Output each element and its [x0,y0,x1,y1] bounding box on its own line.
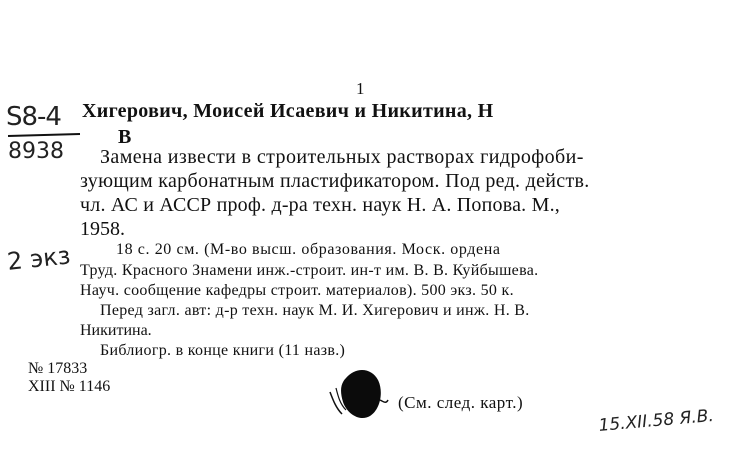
description-line: Библиогр. в конце книги (11 назв.) [100,342,346,359]
description-line: Науч. сообщение кафедры строит. материалов). 500 экз. 50 к. [80,282,514,299]
author-line: Хигерович, Моисей Исаевич и Никитина, Н [82,100,494,122]
author-line-continued: В [118,126,132,148]
description-line: Труд. Красного Знамени инж.-строит. ин-т им. В. В. Куйбышева. [80,262,539,279]
handwritten-date: 15.XII.58 Я.В. [597,405,715,436]
call-number-bottom: 8938 [8,139,64,164]
description-line: 18 с. 20 см. (М-во высш. образования. Моск. ордена [116,241,501,258]
registry-number: № 17833 [28,360,88,377]
series-number: XIII № 1146 [28,378,111,395]
page-number: 1 [356,79,365,98]
title-line: зующим карбонатным пластификатором. Под ред. действ. [80,170,590,192]
title-line: 1958. [80,218,125,240]
description-line: Перед загл. авт: д-р техн. наук М. И. Хигерович и инж. Н. В. [100,302,530,319]
handwritten-copies-note: 2 экз [5,241,72,276]
continuation-note: (См. след. карт.) [398,393,524,412]
title-line: Замена извести в строительных растворах гидрофоби- [100,146,584,168]
title-line: чл. АС и АССР проф. д-ра техн. наук Н. А. Попова. М., [80,194,560,216]
description-line: Никитина. [80,322,152,339]
call-number-top: S8-4 [6,102,61,132]
